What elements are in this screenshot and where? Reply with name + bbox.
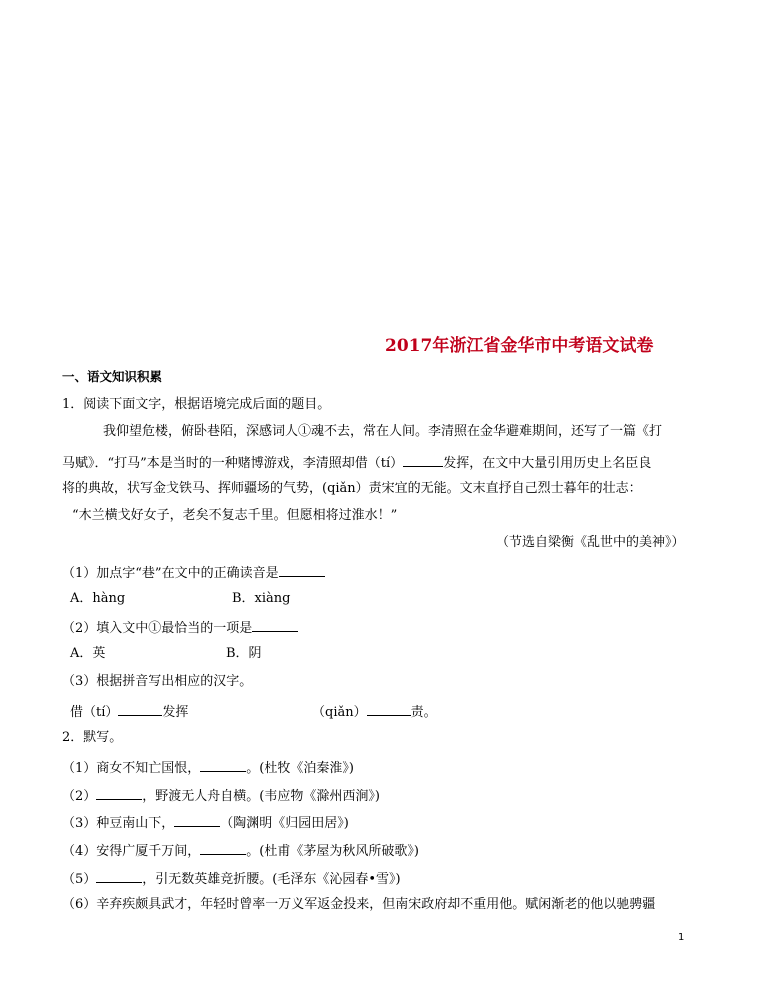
page-title: 2017年浙江省金华市中考语文试卷 xyxy=(385,336,654,356)
answer-blank[interactable] xyxy=(200,841,246,855)
option-b: B．xiàng xyxy=(232,591,291,606)
pinyin-fill-b xyxy=(312,702,437,721)
recitation-prefix: （1）商女不知亡国恨， xyxy=(62,761,201,776)
recitation-item-2 xyxy=(62,786,380,805)
pinyin-fill-b-prefix: （qiǎn） xyxy=(312,705,367,720)
answer-blank[interactable] xyxy=(174,813,220,827)
sub-question-3: （3）根据拼音写出相应的汉字。 xyxy=(62,674,253,689)
answer-blank[interactable] xyxy=(279,563,325,577)
passage-line-2 xyxy=(62,453,651,472)
recitation-suffix: 。(杜甫《茅屋为秋风所破歌》) xyxy=(246,844,419,859)
passage-line-2-end: 发挥，在文中大量引用历史上名臣良 xyxy=(443,456,652,471)
recitation-prefix: （5） xyxy=(62,872,97,887)
question-1-stem: 1．阅读下面文字，根据语境完成后面的题目。 xyxy=(62,397,331,412)
answer-blank[interactable] xyxy=(252,618,298,632)
recitation-prefix: （4）安得广厦千万间， xyxy=(62,844,201,859)
recitation-item-4 xyxy=(62,841,419,860)
answer-blank[interactable] xyxy=(367,702,411,716)
recitation-item-3 xyxy=(62,813,349,832)
sub-question-1 xyxy=(62,563,325,582)
answer-blank[interactable] xyxy=(96,786,142,800)
recitation-suffix: （陶渊明《归园田居》) xyxy=(220,816,349,831)
pinyin-fill-a xyxy=(70,702,188,721)
recitation-prefix: （3）种豆南山下， xyxy=(62,816,175,831)
answer-blank[interactable] xyxy=(200,758,246,772)
recitation-prefix: （2） xyxy=(62,789,97,804)
recitation-item-1 xyxy=(62,758,354,777)
recitation-item-5 xyxy=(62,869,401,888)
recitation-suffix: 。(杜牧《泊秦淮》) xyxy=(246,761,354,776)
recitation-suffix: ，野渡无人舟自横。(韦应物《滁州西涧》) xyxy=(142,789,380,804)
sub-question-2 xyxy=(62,618,298,637)
recitation-suffix: ，引无数英雄竞折腰。(毛泽东《沁园春•雪》) xyxy=(142,872,401,887)
pinyin-fill-a-suffix: 发挥 xyxy=(162,705,189,720)
sub-question-2-text: （2）填入文中①最恰当的一项是 xyxy=(62,621,253,636)
option-b: B．阴 xyxy=(226,646,262,661)
answer-blank[interactable] xyxy=(118,702,162,716)
page-number: 1 xyxy=(678,932,685,943)
option-a: A．hàng xyxy=(70,591,126,606)
recitation-item-6: （6）辛弃疾颇具武才，年轻时曾率一万义军返金投来，但南宋政府却不重用他。赋闲渐老的他以驰骋疆 xyxy=(62,897,656,912)
passage-source: （节选自梁衡《乱世中的美神》） xyxy=(496,535,685,550)
question-2-stem: 2．默写。 xyxy=(62,730,123,745)
sub-question-1-text: （1）加点字“巷”在文中的正确读音是 xyxy=(62,566,279,581)
passage-line-3: 将的典故，状写金戈铁马、挥师疆场的气势，(qiǎn）责宋宜的无能。文末直抒自己烈士暮年的壮志： xyxy=(62,481,642,496)
answer-blank[interactable] xyxy=(96,869,142,883)
section-heading: 一、语文知识积累 xyxy=(62,369,163,384)
option-a: A．英 xyxy=(70,646,106,661)
pinyin-fill-b-suffix: 责。 xyxy=(410,705,437,720)
passage-line-4: “木兰横戈好女子，老矣不复志千里。但愿相将过淮水！” xyxy=(72,508,398,523)
pinyin-fill-a-prefix: 借（tí） xyxy=(70,705,119,720)
passage-line-2-start: 马赋》．“打马”本是当时的一种赌博游戏，李清照却借（tí） xyxy=(62,456,404,471)
passage-line-1: 我仰望危楼，俯卧巷陌，深感词人①魂不去，常在人间。李清照在金华避难期间，还写了一篇《打 xyxy=(103,424,663,439)
answer-blank[interactable] xyxy=(403,453,443,467)
